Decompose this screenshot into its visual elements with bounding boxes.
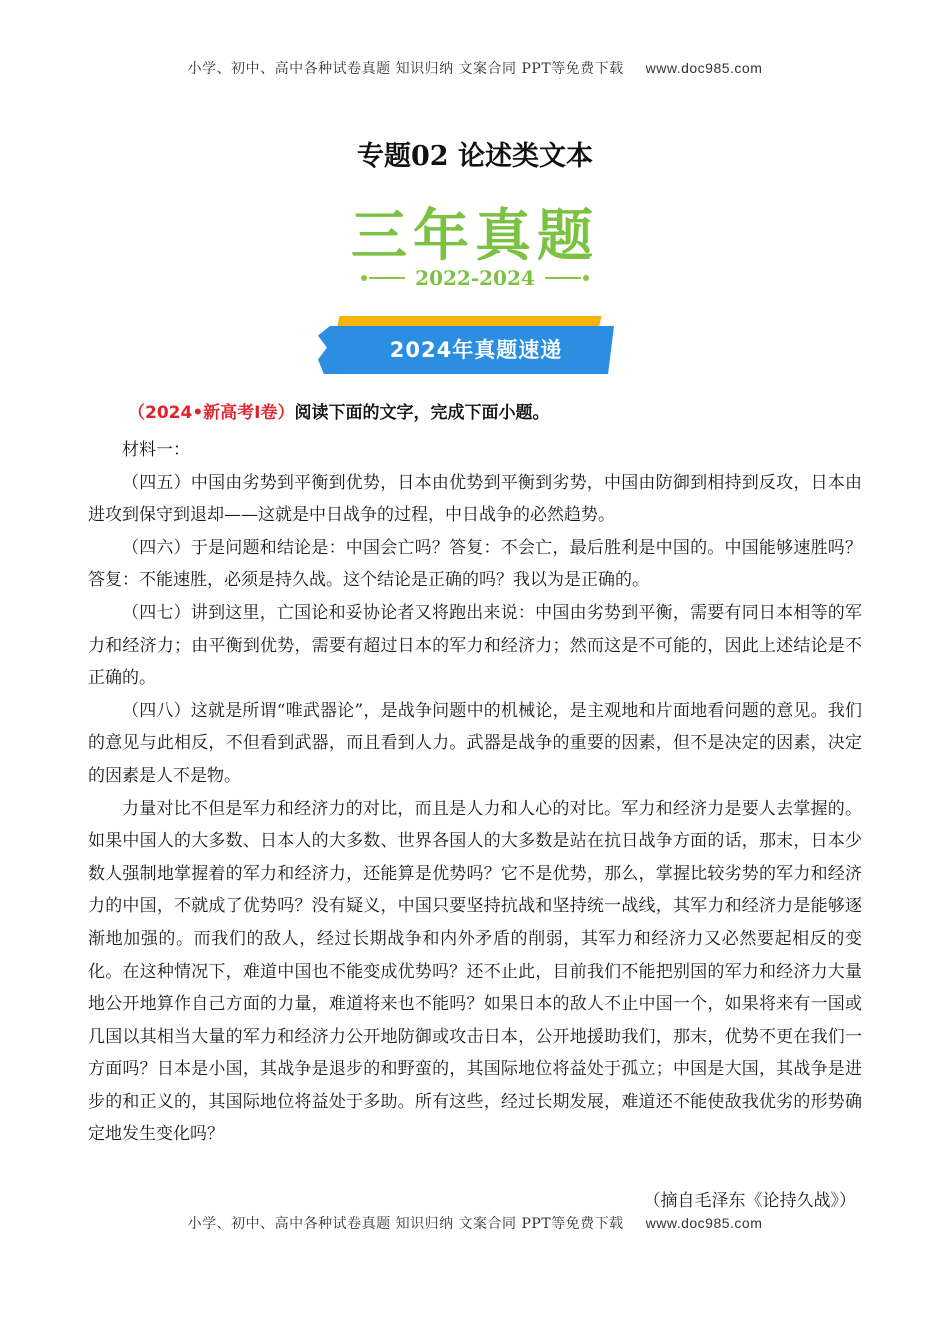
paragraph-46: （四六）于是问题和结论是：中国会亡吗？答复：不会亡，最后胜利是中国的。中国能够速胜吗？答复：不能速胜，必须是持久战。这个结论是正确的吗？我以为是正确的。	[88, 537, 862, 591]
years-divider-right	[545, 277, 581, 279]
three-year-exam-title: 三年真题	[351, 204, 599, 269]
header-site-link[interactable]: www.doc985.com	[645, 60, 763, 76]
page-header	[0, 58, 950, 78]
paragraph-48: （四八）这就是所谓“唯武器论”，是战争问题中的机械论，是主观地和片面地看问题的意见。我们的意见与此相反，不但看到武器，而且看到人力。武器是战争的重要的因素，但不是决定的因素，决定的因素是人不是物。	[88, 700, 862, 786]
question-source: （2024•新高考Ⅰ卷）	[128, 403, 295, 423]
page-title: 专题02 论述类文本	[357, 141, 593, 172]
question-instruction: 阅读下面的文字，完成下面小题。	[294, 403, 550, 423]
footer-text: 小学、初中、高中各种试卷真题 知识归纳 文案合同 PPT等免费下载	[187, 1216, 624, 1232]
paragraph-47: （四七）讲到这里，亡国论和妥协论者又将跑出来说：中国由劣势到平衡，需要有同日本相等的军力和经济力；由平衡到优势，需要有超过日本的军力和经济力；然而这是不可能的，因此上述结论是不正确的。	[88, 602, 862, 689]
section-banner	[318, 316, 614, 376]
question-prompt	[128, 398, 550, 423]
material-label: 材料一：	[122, 440, 190, 460]
page-footer	[0, 1213, 950, 1233]
paragraph-strength-comparison: 力量对比不但是军力和经济力的对比，而且是人力和人心的对比。军力和经济力是要人去掌握的。如果中国人的大多数、日本人的大多数、世界各国人的大多数是站在抗日战争方面的话，那末，日本少数人强制地掌握着的军力和经济力，还能算是优势吗？它不是优势，那么，掌握比较劣势的军力和经济力的中国，不就成了优势吗？没有疑义，中国只要坚持抗战和坚持统一战线，其军力和经济力是能够逐渐地加强的。而我们的敌人，经过长期战争和内外矛盾的削弱，其军力和经济力又必然要起相反的变化。在这种情况下，难道中国也不能变成优势吗？还不止此，目前我们不能把别国的军力和经济力大量地公开地算作自己方面的力量，难道将来也不能吗？如果日本的敌人不止中国一个，如果将来有一国或几国以其相当大量的军力和经济力公开地防御或攻击日本，公开地援助我们，那末，优势不更在我们一方面吗？日本是小国，其战争是退步的和野蛮的，其国际地位将益处于孤立；中国是大国，其战争是进步的和正义的，其国际地位将益处于多助。所有这些，经过长期发展，难道还不能使敌我优劣的形势确定地发生变化吗？	[88, 798, 862, 1145]
footer-site-link[interactable]: www.doc985.com	[645, 1215, 763, 1231]
article-body	[88, 434, 862, 1151]
paragraph-45: （四五）中国由劣势到平衡到优势，日本由优势到平衡到劣势，中国由防御到相持到反攻，日本由进攻到保守到退却——这就是中日战争的过程，中日战争的必然趋势。	[88, 472, 862, 526]
years-range: 2022-2024	[415, 266, 535, 290]
banner-label: 2024年真题速递	[389, 338, 563, 362]
years-row	[0, 266, 950, 290]
source-attribution: （摘自毛泽东《论持久战》）	[643, 1191, 856, 1211]
header-text: 小学、初中、高中各种试卷真题 知识归纳 文案合同 PPT等免费下载	[187, 61, 624, 77]
years-divider-left	[369, 277, 405, 279]
